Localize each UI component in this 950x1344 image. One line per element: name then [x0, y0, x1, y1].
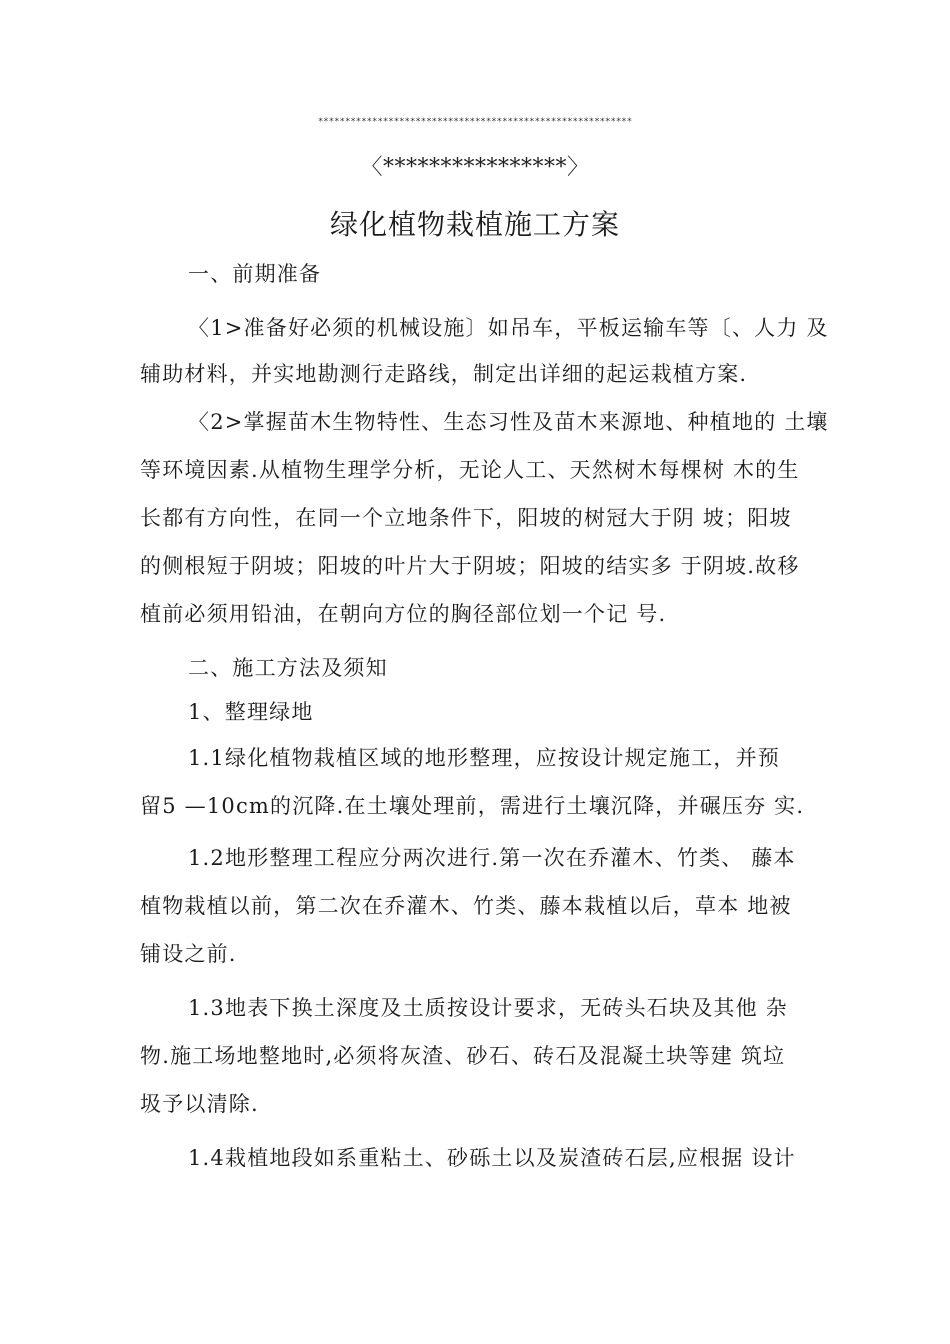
paragraph-line: 物.施工场地整地时,必须将灰渣、砂石、砖石及混凝土块等建 筑垃 [140, 1044, 786, 1068]
document-title: 绿化植物栽植施工方案 [329, 208, 620, 241]
paragraph-line: 等环境因素.从植物生理学分析，无论人工、天然树木每棵树 木的生 [140, 458, 800, 482]
subsection-heading: 1、整理绿地 [188, 700, 314, 724]
header-stars: 〈****************〉 [360, 155, 590, 180]
paragraph-line: 植物栽植以前，第二次在乔灌木、竹类、藤本栽植以后，草本 地被 [140, 894, 792, 918]
paragraph-line: 〈2>掌握苗木生物特性、生态习性及苗木来源地、种植地的 土壤 [188, 410, 829, 434]
paragraph-line: 圾予以清除. [140, 1092, 259, 1116]
paragraph-line: 1.2地形整理工程应分两次进行.第一次在乔灌木、竹类、 藤本 [188, 846, 796, 870]
header-decor-line: ********************************************************** [317, 117, 633, 127]
paragraph-line: 1.1绿化植物栽植区域的地形整理，应按设计规定施工，并预 [188, 746, 780, 770]
paragraph-line: 1.3地表下换土深度及土质按设计要求，无砖头石块及其他 杂 [188, 996, 788, 1020]
paragraph-line: 铺设之前. [140, 942, 237, 966]
paragraph-line: 1.4栽植地段如系重粘土、砂砾土以及炭渣砖石层,应根据 设计 [188, 1146, 796, 1170]
paragraph-line: 辅助材料，并实地勘测行走路线，制定出详细的起运栽植方案. [140, 362, 748, 386]
section-heading: 二、施工方法及须知 [188, 656, 388, 680]
paragraph-line: 〈1>准备好必须的机械设施〕如吊车，平板运输车等〔、人力 及 [188, 316, 829, 340]
paragraph-line: 长都有方向性，在同一个立地条件下，阳坡的树冠大于阴 坡；阳坡 [140, 506, 792, 530]
section-heading: 一、前期准备 [188, 262, 322, 286]
paragraph-line: 留5 —10cm的沉降.在土壤处理前，需进行土壤沉降，并碾压夯 实. [140, 794, 805, 818]
paragraph-line: 的侧根短于阴坡；阳坡的叶片大于阴坡；阳坡的结实多 于阴坡.故移 [140, 554, 800, 578]
paragraph-line: 植前必须用铅油，在朝向方位的胸径部位划一个记 号. [140, 602, 667, 626]
